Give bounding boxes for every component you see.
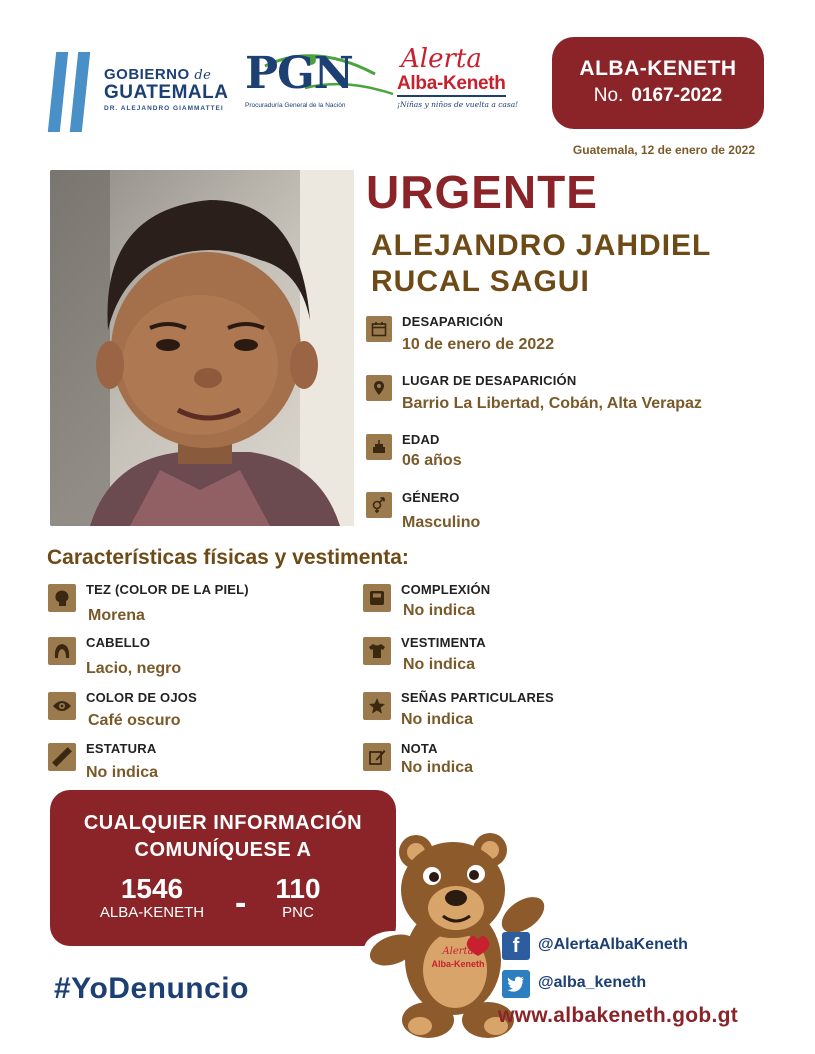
contact-number: 1546 [120, 873, 184, 904]
tshirt-icon [363, 637, 391, 665]
location-pin-icon [366, 375, 392, 401]
missing-person-name [371, 228, 711, 300]
info-value: 10 de enero de 2022 [402, 336, 555, 353]
website-link[interactable]: www.albakeneth.gob.gt [498, 1004, 739, 1027]
urgent-heading: URGENTE [366, 166, 598, 218]
contact-line2: COMUNÍQUESE A [134, 839, 312, 861]
phys-value: No indica [403, 656, 476, 673]
phys-label: VESTIMENTA [401, 635, 486, 650]
contact-number: 110 [275, 873, 321, 904]
case-title: ALBA-KENETH [579, 57, 737, 80]
gov-logo-de: de [194, 68, 212, 83]
bear-badge [428, 946, 488, 970]
info-label: GÉNERO [402, 490, 460, 505]
case-prefix: No. [593, 85, 624, 106]
alerta-alba-keneth-logo [397, 45, 535, 125]
contact-number-label: ALBA-KENETH [99, 904, 205, 921]
eye-icon [48, 692, 76, 720]
gov-logo-line2: GUATEMALA [104, 82, 229, 103]
ruler-icon [48, 743, 76, 771]
gov-logo-line1: GOBIERNO [104, 66, 190, 83]
missing-child-photo [50, 170, 354, 526]
facebook-handle[interactable]: @AlertaAlbaKeneth [538, 936, 688, 953]
hair-icon [48, 637, 76, 665]
child-portrait-icon [50, 170, 354, 526]
issue-date: Guatemala, 12 de enero de 2022 [572, 143, 755, 157]
calendar-icon [366, 316, 392, 342]
bear-badge-name: Alba-Keneth [431, 959, 485, 969]
pgn-subtitle: Procuraduría General de la Nación [245, 102, 346, 109]
info-label: DESAPARICIÓN [402, 314, 504, 329]
info-value: Masculino [402, 514, 481, 531]
birthday-cake-icon [366, 434, 392, 460]
phys-value: Café oscuro [88, 712, 181, 729]
pgn-mark: PGN [245, 48, 353, 99]
gender-icon [366, 492, 392, 518]
contact-box [50, 790, 396, 946]
info-label: EDAD [402, 432, 440, 447]
scale-icon [363, 584, 391, 612]
phys-label: CABELLO [86, 635, 151, 650]
head-icon [48, 584, 76, 612]
physical-section-title: Características físicas y vestimenta: [47, 546, 409, 569]
alerta-logo-word: Alerta [401, 44, 482, 74]
alerta-logo-name: Alba-Keneth [397, 73, 506, 97]
twitter-icon [502, 970, 530, 998]
name-line2: RUCAL SAGUI [371, 265, 590, 298]
note-icon [363, 743, 391, 771]
alerta-logo-tagline: ¡Niñas y niños de vuelta a casa! [397, 100, 519, 109]
gobierno-guatemala-logo [50, 48, 240, 133]
twitter-handle[interactable]: @alba_keneth [538, 974, 647, 991]
info-value: Barrio La Libertad, Cobán, Alta Verapaz [402, 395, 702, 412]
contact-number-pnc [258, 874, 338, 922]
star-icon [363, 692, 391, 720]
phys-label: ESTATURA [86, 741, 157, 756]
info-label: LUGAR DE DESAPARICIÓN [402, 373, 577, 388]
phys-value: Morena [88, 607, 145, 624]
case-number-box [552, 37, 764, 129]
guatemala-bars-icon [50, 52, 98, 132]
phys-value: No indica [401, 711, 474, 728]
contact-dash: - [235, 884, 247, 922]
phys-label: NOTA [401, 741, 438, 756]
phys-label: COLOR DE OJOS [86, 690, 197, 705]
case-number: 0167-2022 [631, 85, 723, 106]
hashtag: #YoDenuncio [54, 972, 249, 1005]
phys-label: TEZ (COLOR DE LA PIEL) [86, 582, 249, 597]
phys-value: No indica [401, 759, 474, 776]
phys-value: No indica [86, 764, 159, 781]
contact-line1: CUALQUIER INFORMACIÓN [83, 812, 363, 834]
phys-label: COMPLEXIÓN [401, 582, 491, 597]
phys-value: Lacio, negro [86, 660, 182, 677]
name-line1: ALEJANDRO JAHDIEL [371, 229, 712, 262]
info-value: 06 años [402, 452, 462, 469]
gov-logo-line3: DR. ALEJANDRO GIAMMATTEI [104, 105, 224, 112]
facebook-icon: f [502, 932, 530, 960]
phys-label: SEÑAS PARTICULARES [401, 690, 554, 705]
contact-number-alba-keneth [92, 874, 212, 922]
bear-badge-word: Alerta [442, 946, 474, 957]
contact-number-label: PNC [282, 904, 314, 921]
pgn-logo [245, 48, 395, 118]
phys-value: No indica [403, 602, 476, 619]
